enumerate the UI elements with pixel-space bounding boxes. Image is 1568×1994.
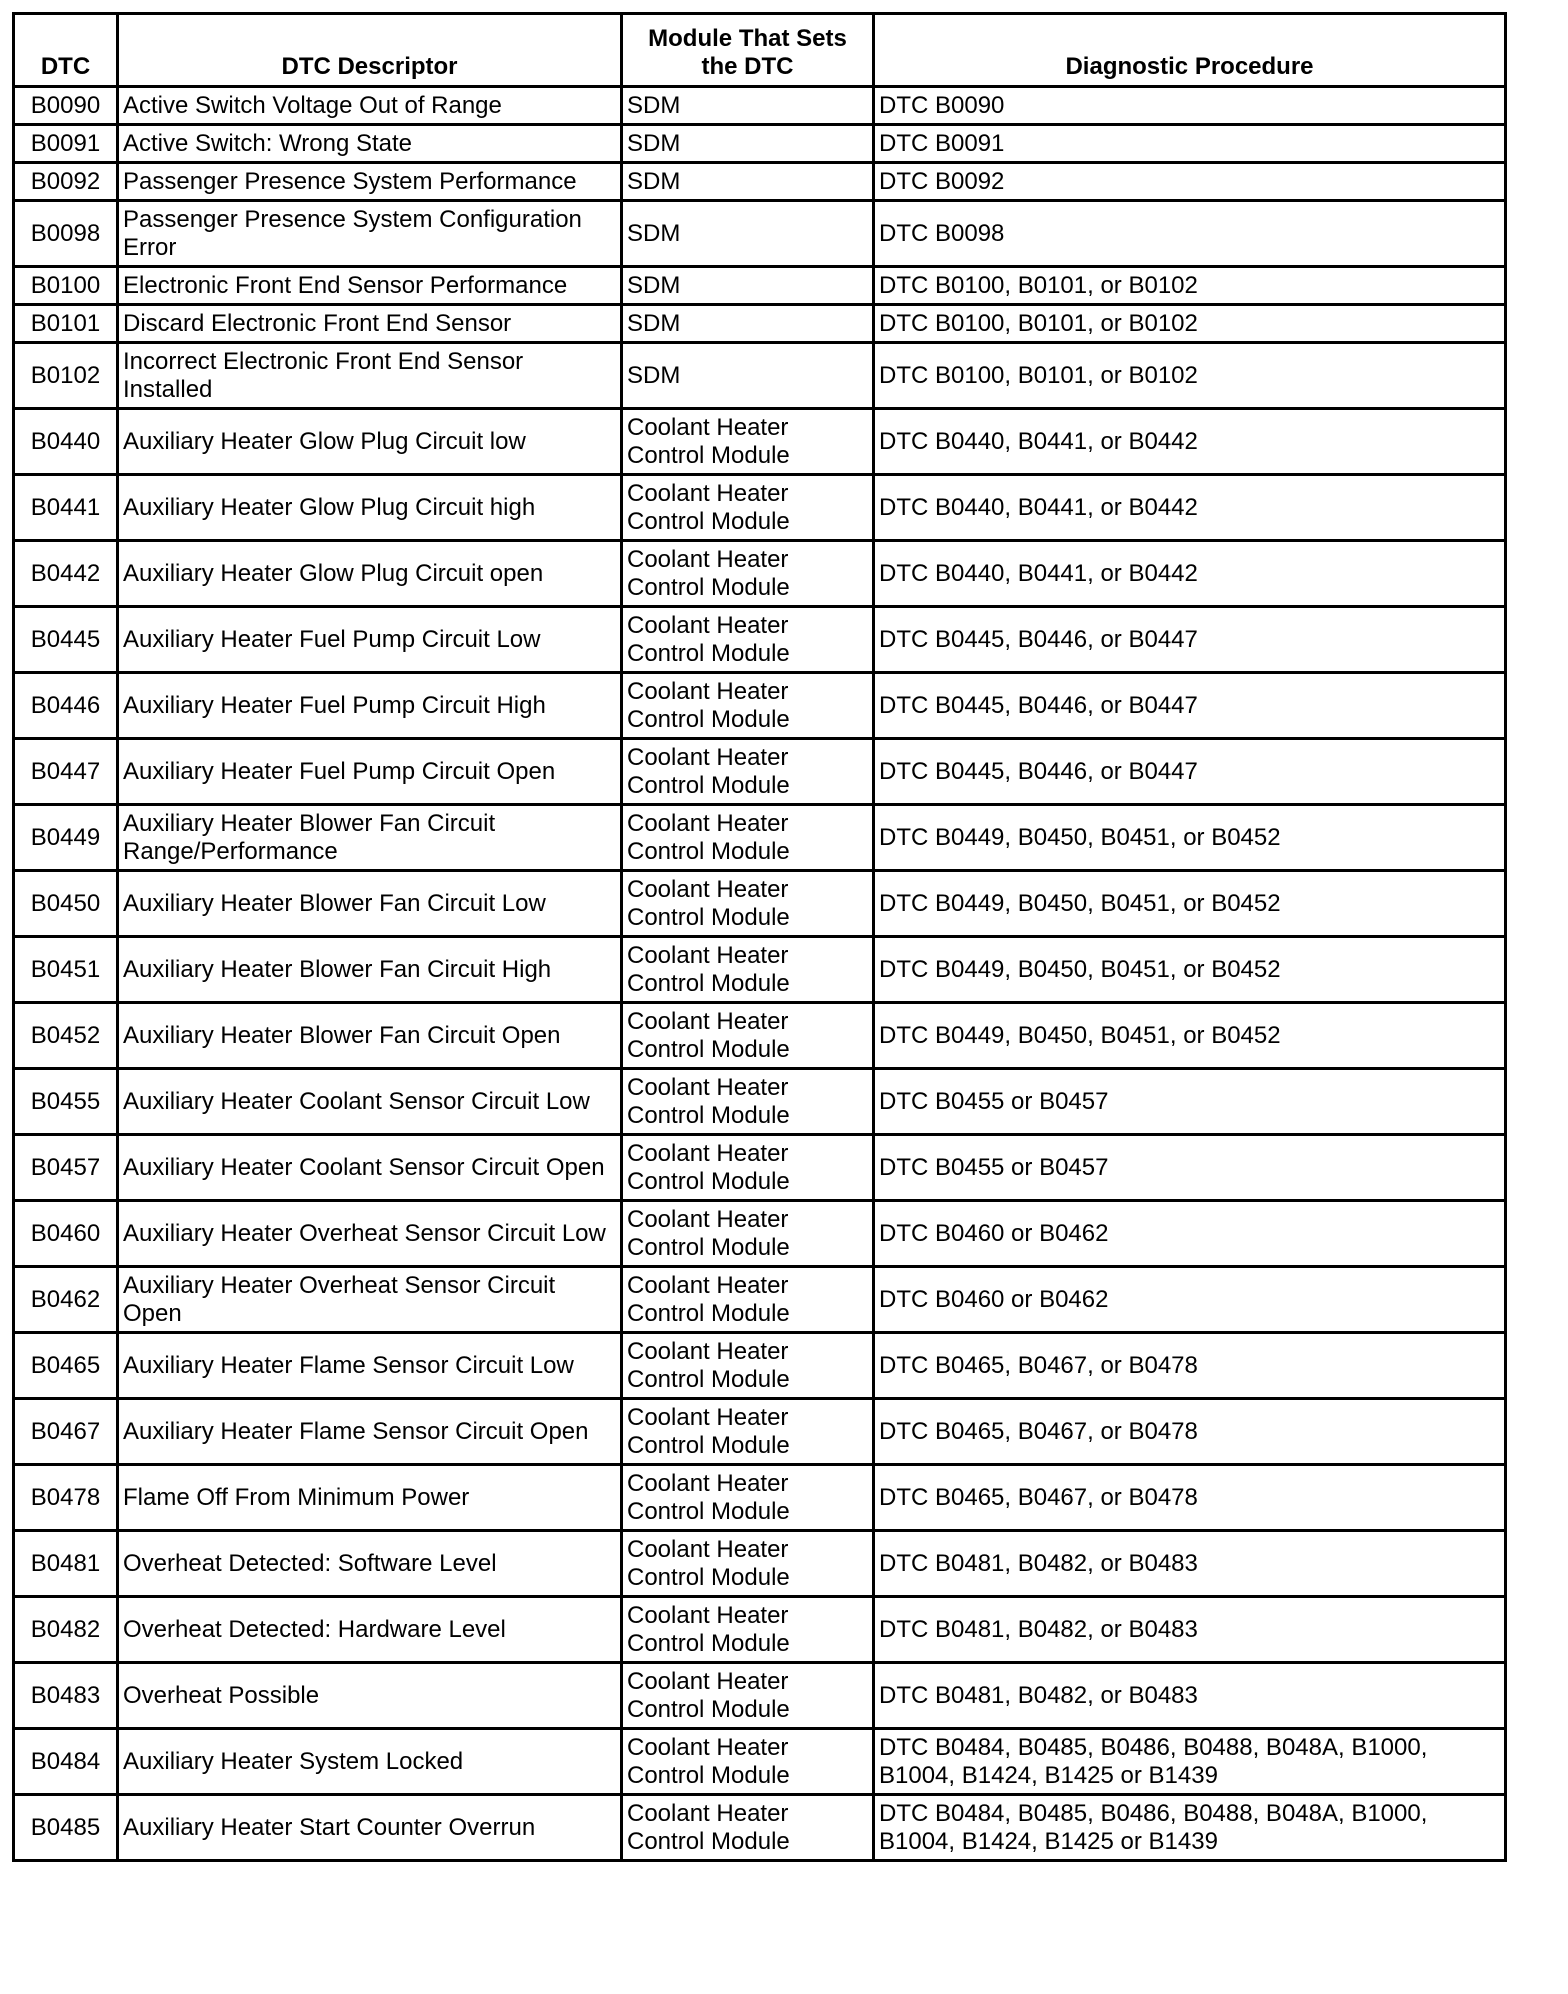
table-row (14, 409, 1506, 475)
table-row (14, 607, 1506, 673)
table-row (14, 1267, 1506, 1333)
procedure-cell: DTC B0098 (874, 201, 1506, 267)
table-row (14, 163, 1506, 201)
header-dtc: DTC (14, 14, 118, 87)
table-row (14, 1531, 1506, 1597)
procedure-cell: DTC B0449, B0450, B0451, or B0452 (874, 805, 1506, 871)
module-cell: Coolant Heater Control Module (622, 1465, 874, 1531)
dtc-cell: B0452 (14, 1003, 118, 1069)
table-row (14, 1201, 1506, 1267)
dtc-cell: B0460 (14, 1201, 118, 1267)
module-cell: SDM (622, 267, 874, 305)
descriptor-cell: Electronic Front End Sensor Performance (118, 267, 622, 305)
descriptor-cell: Discard Electronic Front End Sensor (118, 305, 622, 343)
dtc-cell: B0455 (14, 1069, 118, 1135)
dtc-cell: B0447 (14, 739, 118, 805)
module-cell: SDM (622, 163, 874, 201)
dtc-cell: B0098 (14, 201, 118, 267)
procedure-cell: DTC B0465, B0467, or B0478 (874, 1333, 1506, 1399)
dtc-cell: B0440 (14, 409, 118, 475)
module-cell: Coolant Heater Control Module (622, 1201, 874, 1267)
procedure-cell: DTC B0449, B0450, B0451, or B0452 (874, 1003, 1506, 1069)
procedure-cell: DTC B0481, B0482, or B0483 (874, 1663, 1506, 1729)
module-cell: SDM (622, 305, 874, 343)
procedure-cell: DTC B0100, B0101, or B0102 (874, 305, 1506, 343)
dtc-cell: B0451 (14, 937, 118, 1003)
descriptor-cell: Auxiliary Heater Fuel Pump Circuit Low (118, 607, 622, 673)
descriptor-cell: Overheat Possible (118, 1663, 622, 1729)
descriptor-cell: Incorrect Electronic Front End Sensor Installed (118, 343, 622, 409)
dtc-cell: B0465 (14, 1333, 118, 1399)
descriptor-cell: Auxiliary Heater Overheat Sensor Circuit Low (118, 1201, 622, 1267)
table-row (14, 1465, 1506, 1531)
dtc-cell: B0090 (14, 87, 118, 125)
descriptor-cell: Auxiliary Heater Coolant Sensor Circuit Low (118, 1069, 622, 1135)
dtc-cell: B0449 (14, 805, 118, 871)
table-row (14, 1597, 1506, 1663)
descriptor-cell: Auxiliary Heater Flame Sensor Circuit Low (118, 1333, 622, 1399)
descriptor-cell: Passenger Presence System Configuration Error (118, 201, 622, 267)
dtc-cell: B0484 (14, 1729, 118, 1795)
module-cell: Coolant Heater Control Module (622, 1531, 874, 1597)
dtc-cell: B0462 (14, 1267, 118, 1333)
procedure-cell: DTC B0455 or B0457 (874, 1135, 1506, 1201)
dtc-cell: B0446 (14, 673, 118, 739)
procedure-cell: DTC B0449, B0450, B0451, or B0452 (874, 871, 1506, 937)
dtc-cell: B0102 (14, 343, 118, 409)
descriptor-cell: Auxiliary Heater Glow Plug Circuit open (118, 541, 622, 607)
procedure-cell: DTC B0481, B0482, or B0483 (874, 1531, 1506, 1597)
descriptor-cell: Auxiliary Heater Blower Fan Circuit Range/Performance (118, 805, 622, 871)
table-row (14, 267, 1506, 305)
dtc-cell: B0101 (14, 305, 118, 343)
module-cell: Coolant Heater Control Module (622, 1003, 874, 1069)
table-row (14, 1333, 1506, 1399)
dtc-table (12, 12, 1507, 1862)
descriptor-cell: Auxiliary Heater Coolant Sensor Circuit Open (118, 1135, 622, 1201)
table-row (14, 305, 1506, 343)
table-row (14, 1135, 1506, 1201)
procedure-cell: DTC B0100, B0101, or B0102 (874, 267, 1506, 305)
dtc-cell: B0100 (14, 267, 118, 305)
descriptor-cell: Auxiliary Heater Fuel Pump Circuit High (118, 673, 622, 739)
procedure-cell: DTC B0445, B0446, or B0447 (874, 739, 1506, 805)
header-row (14, 14, 1506, 87)
table-row (14, 1663, 1506, 1729)
table-row (14, 739, 1506, 805)
module-cell: Coolant Heater Control Module (622, 1135, 874, 1201)
table-row (14, 673, 1506, 739)
descriptor-cell: Auxiliary Heater Blower Fan Circuit Low (118, 871, 622, 937)
table-row (14, 1729, 1506, 1795)
procedure-cell: DTC B0440, B0441, or B0442 (874, 409, 1506, 475)
descriptor-cell: Auxiliary Heater Blower Fan Circuit High (118, 937, 622, 1003)
header-module: Module That Sets the DTC (622, 14, 874, 87)
procedure-cell: DTC B0465, B0467, or B0478 (874, 1399, 1506, 1465)
descriptor-cell: Auxiliary Heater Fuel Pump Circuit Open (118, 739, 622, 805)
procedure-cell: DTC B0445, B0446, or B0447 (874, 673, 1506, 739)
module-cell: SDM (622, 343, 874, 409)
dtc-cell: B0478 (14, 1465, 118, 1531)
procedure-cell: DTC B0092 (874, 163, 1506, 201)
procedure-cell: DTC B0460 or B0462 (874, 1267, 1506, 1333)
dtc-cell: B0450 (14, 871, 118, 937)
header-descriptor: DTC Descriptor (118, 14, 622, 87)
dtc-cell: B0442 (14, 541, 118, 607)
descriptor-cell: Auxiliary Heater Start Counter Overrun (118, 1795, 622, 1861)
module-cell: Coolant Heater Control Module (622, 673, 874, 739)
module-cell: Coolant Heater Control Module (622, 1795, 874, 1861)
descriptor-cell: Auxiliary Heater Blower Fan Circuit Open (118, 1003, 622, 1069)
module-cell: Coolant Heater Control Module (622, 541, 874, 607)
module-cell: Coolant Heater Control Module (622, 1267, 874, 1333)
header-procedure: Diagnostic Procedure (874, 14, 1506, 87)
module-cell: Coolant Heater Control Module (622, 1069, 874, 1135)
descriptor-cell: Overheat Detected: Software Level (118, 1531, 622, 1597)
module-cell: Coolant Heater Control Module (622, 475, 874, 541)
module-cell: Coolant Heater Control Module (622, 1597, 874, 1663)
dtc-cell: B0482 (14, 1597, 118, 1663)
table-row (14, 1399, 1506, 1465)
module-cell: SDM (622, 201, 874, 267)
table-row (14, 201, 1506, 267)
table-row (14, 871, 1506, 937)
table-row (14, 475, 1506, 541)
dtc-cell: B0467 (14, 1399, 118, 1465)
procedure-cell: DTC B0091 (874, 125, 1506, 163)
table-row (14, 1795, 1506, 1861)
module-cell: Coolant Heater Control Module (622, 409, 874, 475)
descriptor-cell: Flame Off From Minimum Power (118, 1465, 622, 1531)
module-cell: Coolant Heater Control Module (622, 1399, 874, 1465)
dtc-cell: B0481 (14, 1531, 118, 1597)
module-cell: Coolant Heater Control Module (622, 937, 874, 1003)
dtc-cell: B0457 (14, 1135, 118, 1201)
table-row (14, 805, 1506, 871)
module-cell: SDM (622, 125, 874, 163)
procedure-cell: DTC B0484, B0485, B0486, B0488, B048A, B1000, B1004, B1424, B1425 or B1439 (874, 1795, 1506, 1861)
descriptor-cell: Passenger Presence System Performance (118, 163, 622, 201)
module-cell: SDM (622, 87, 874, 125)
table-row (14, 541, 1506, 607)
dtc-cell: B0092 (14, 163, 118, 201)
procedure-cell: DTC B0465, B0467, or B0478 (874, 1465, 1506, 1531)
table-row (14, 343, 1506, 409)
dtc-cell: B0485 (14, 1795, 118, 1861)
procedure-cell: DTC B0484, B0485, B0486, B0488, B048A, B1000, B1004, B1424, B1425 or B1439 (874, 1729, 1506, 1795)
descriptor-cell: Active Switch: Wrong State (118, 125, 622, 163)
module-cell: Coolant Heater Control Module (622, 805, 874, 871)
table-row (14, 87, 1506, 125)
descriptor-cell: Auxiliary Heater System Locked (118, 1729, 622, 1795)
descriptor-cell: Auxiliary Heater Flame Sensor Circuit Open (118, 1399, 622, 1465)
module-cell: Coolant Heater Control Module (622, 1663, 874, 1729)
procedure-cell: DTC B0455 or B0457 (874, 1069, 1506, 1135)
dtc-cell: B0091 (14, 125, 118, 163)
module-cell: Coolant Heater Control Module (622, 607, 874, 673)
descriptor-cell: Auxiliary Heater Glow Plug Circuit low (118, 409, 622, 475)
procedure-cell: DTC B0460 or B0462 (874, 1201, 1506, 1267)
table-body (14, 87, 1506, 1861)
dtc-cell: B0483 (14, 1663, 118, 1729)
procedure-cell: DTC B0440, B0441, or B0442 (874, 541, 1506, 607)
module-cell: Coolant Heater Control Module (622, 739, 874, 805)
dtc-cell: B0445 (14, 607, 118, 673)
procedure-cell: DTC B0440, B0441, or B0442 (874, 475, 1506, 541)
procedure-cell: DTC B0449, B0450, B0451, or B0452 (874, 937, 1506, 1003)
module-cell: Coolant Heater Control Module (622, 1729, 874, 1795)
descriptor-cell: Overheat Detected: Hardware Level (118, 1597, 622, 1663)
procedure-cell: DTC B0100, B0101, or B0102 (874, 343, 1506, 409)
procedure-cell: DTC B0445, B0446, or B0447 (874, 607, 1506, 673)
descriptor-cell: Auxiliary Heater Glow Plug Circuit high (118, 475, 622, 541)
procedure-cell: DTC B0481, B0482, or B0483 (874, 1597, 1506, 1663)
module-cell: Coolant Heater Control Module (622, 1333, 874, 1399)
dtc-cell: B0441 (14, 475, 118, 541)
descriptor-cell: Auxiliary Heater Overheat Sensor Circuit Open (118, 1267, 622, 1333)
procedure-cell: DTC B0090 (874, 87, 1506, 125)
table-row (14, 125, 1506, 163)
table-row (14, 937, 1506, 1003)
module-cell: Coolant Heater Control Module (622, 871, 874, 937)
table-row (14, 1003, 1506, 1069)
descriptor-cell: Active Switch Voltage Out of Range (118, 87, 622, 125)
table-row (14, 1069, 1506, 1135)
